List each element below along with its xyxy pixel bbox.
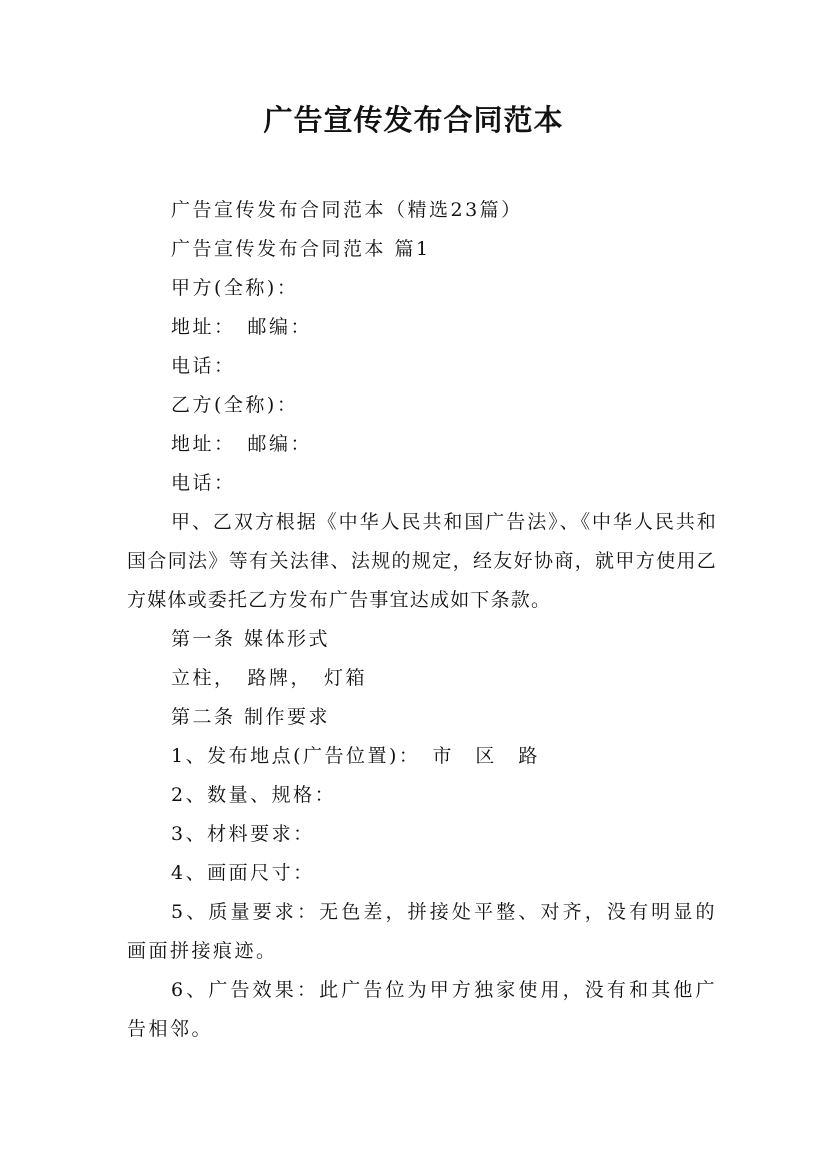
paragraph-section-heading: 广告宣传发布合同范本 篇1 — [171, 238, 431, 260]
paragraph-article-2-heading: 第二条 制作要求 — [171, 706, 331, 728]
paragraph-item-2: 2、数量、规格： — [171, 784, 337, 806]
paragraph-party-b-name: 乙方(全称)： — [171, 394, 299, 416]
paragraph-item-3: 3、材料要求： — [171, 823, 315, 845]
paragraph-subtitle: 广告宣传发布合同范本（精选23篇） — [171, 199, 523, 221]
document-title: 广告宣传发布合同范本 — [263, 103, 564, 137]
paragraph-item-5: 5、质量要求：无色差，拼接处平整、对齐，没有明显的画面拼接痕迹。 — [127, 901, 717, 962]
paragraph-party-b-phone: 电话： — [171, 472, 236, 494]
paragraph-party-a-name: 甲方(全称)： — [171, 277, 299, 299]
paragraph-article-1-heading: 第一条 媒体形式 — [171, 628, 331, 650]
paragraph-party-a-phone: 电话： — [171, 355, 236, 377]
document-body — [127, 191, 717, 1049]
paragraph-media-types: 立柱， 路牌， 灯箱 — [171, 667, 368, 689]
paragraph-party-b-address: 地址： 邮编： — [171, 433, 313, 455]
paragraph-item-6: 6、广告效果：此广告位为甲方独家使用，没有和其他广告相邻。 — [127, 979, 717, 1040]
paragraph-item-1: 1、发布地点(广告位置)： 市 区 路 — [171, 745, 540, 767]
paragraph-item-4: 4、画面尺寸： — [171, 862, 315, 884]
paragraph-preamble: 甲、乙双方根据《中华人民共和国广告法》、《中华人民共和国合同法》等有关法律、法规的规定，经友好协商，就甲方使用乙方媒体或委托乙方发布广告事宜达成如下条款。 — [127, 511, 717, 611]
paragraph-party-a-address: 地址： 邮编： — [171, 316, 313, 338]
